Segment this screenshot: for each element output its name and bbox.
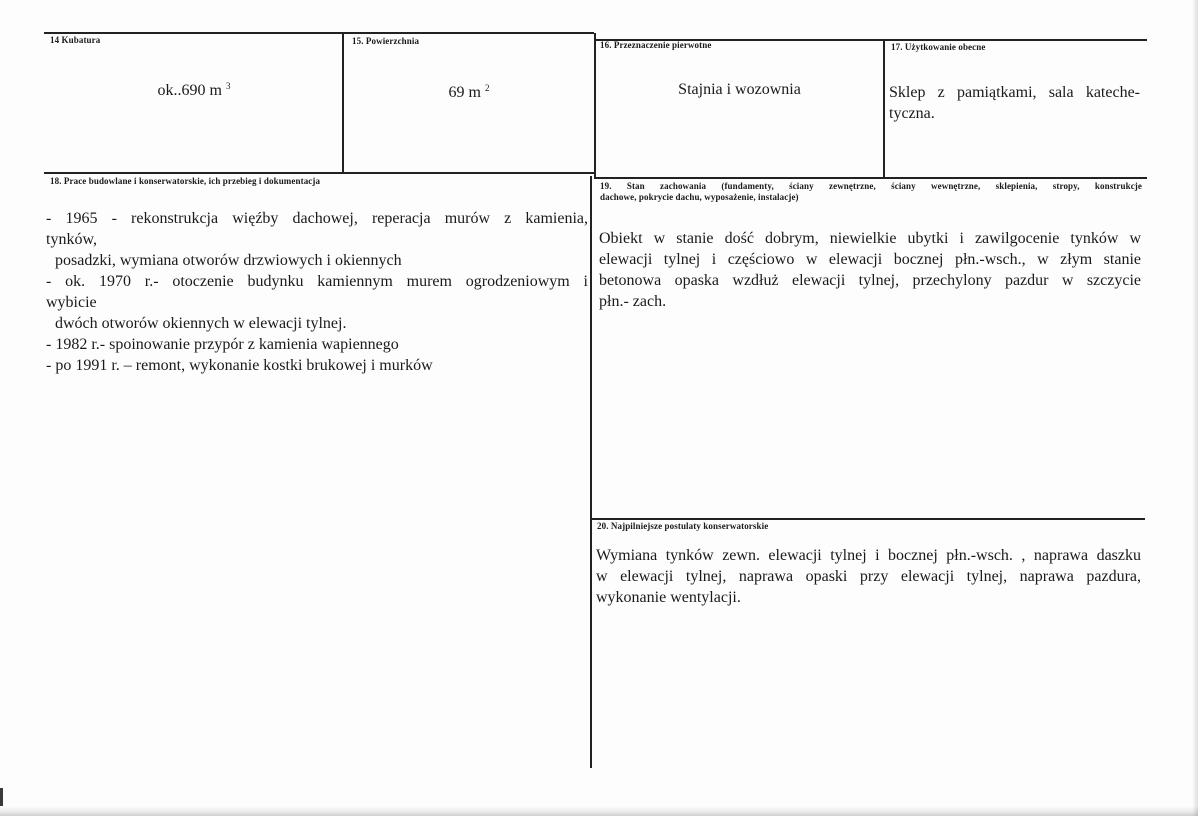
postulaty-text	[596, 545, 1141, 608]
column-divider-lower	[590, 176, 592, 768]
column-divider-3	[883, 39, 885, 178]
column-divider-1	[342, 33, 344, 173]
stan-zachowania-label	[600, 181, 1142, 203]
row-divider-line	[44, 172, 594, 174]
prace-budowlane-label: 18. Prace budowlane i konserwatorskie, ich przebieg i dokumentacja	[50, 176, 321, 186]
prace-budowlane-line: tynków,	[46, 231, 97, 248]
powierzchnia-value	[344, 82, 594, 103]
scan-shadow-bottom	[0, 806, 1198, 816]
prace-budowlane-line: - po 1991 r. – remont, wykonanie kostki brukowej i murków	[46, 357, 433, 374]
column-divider-2	[594, 33, 596, 178]
top-border-line	[44, 32, 594, 34]
przeznaczenie-pierwotne-value: Stajnia i wozownia	[678, 81, 801, 98]
przeznaczenie-pierwotne-label: 16. Przeznaczenie pierwotne	[600, 40, 712, 50]
scan-shadow-right	[1192, 0, 1198, 816]
scan-edge-mark	[0, 788, 3, 806]
postulaty-line: w elewacji tylnej, naprawa opaski przy elewacji tylnej, naprawa pazdura,	[596, 568, 1141, 585]
stan-zachowania-line: Obiekt w stanie dość dobrym, niewielkie ubytki i zawilgocenie tynków w	[599, 230, 1141, 247]
uzytkowanie-obecne-line: Sklep z pamiątkami, sala kateche-	[889, 84, 1140, 101]
row-divider-line-right	[594, 177, 1147, 179]
uzytkowanie-obecne-label: 17. Użytkowanie obecne	[891, 42, 986, 52]
postulaty-line: Wymiana tynków zewn. elewacji tylnej i bocznej płn.-wsch. , naprawa daszku	[596, 547, 1141, 564]
powierzchnia-label: 15. Powierzchnia	[352, 36, 420, 46]
stan-zachowania-line: płn.- zach.	[599, 293, 667, 310]
kubatura-value-text: ok..690 m	[157, 82, 222, 99]
uzytkowanie-obecne-value	[889, 82, 1140, 124]
prace-budowlane-line: - 1982 r.- spoinowanie przypór z kamienia wapiennego	[46, 336, 399, 353]
postulaty-line: wykonanie wentylacji.	[596, 589, 741, 606]
uzytkowanie-obecne-line: tyczna.	[889, 105, 935, 122]
kubatura-unit-exponent: 3	[225, 81, 231, 91]
stan-zachowania-line: elewacji tylnej i częściowo w elewacji bocznej płn.-wsch., w złym stanie	[599, 251, 1141, 268]
prace-budowlane-text	[46, 208, 588, 376]
stan-zachowania-label-line: dachowe, pokrycie dachu, wyposażenie, instalacje)	[600, 192, 799, 202]
kubatura-value	[46, 80, 342, 101]
postulaty-label: 20. Najpilniejsze postulaty konserwatorskie	[597, 521, 769, 531]
prace-budowlane-line: - ok. 1970 r.- otoczenie budynku kamiennym murem ogrodzeniowym i	[46, 273, 588, 290]
prace-budowlane-line: - 1965 - rekonstrukcja więźby dachowej, reperacja murów z kamienia,	[46, 210, 588, 227]
powierzchnia-value-text: 69 m	[448, 84, 481, 101]
prace-budowlane-line: wybicie	[46, 294, 97, 311]
powierzchnia-unit-exponent: 2	[484, 83, 490, 93]
stan-zachowania-line: betonowa opaska wzdłuż elewacji tylnej, przechylony pazdur w szczycie	[599, 272, 1141, 289]
prace-budowlane-line: posadzki, wymiana otworów drzwiowych i okiennych	[55, 252, 402, 269]
prace-budowlane-line: dwóch otworów okiennych w elewacji tylnej.	[55, 315, 347, 332]
stan-zachowania-text	[599, 228, 1141, 312]
section-20-divider-line	[592, 518, 1145, 520]
kubatura-label: 14 Kubatura	[50, 35, 101, 45]
stan-zachowania-label-line: 19. Stan zachowania (fundamenty, ściany zewnętrzne, ściany wewnętrzne, sklepienia, stropy, konstrukcje	[600, 181, 1142, 191]
